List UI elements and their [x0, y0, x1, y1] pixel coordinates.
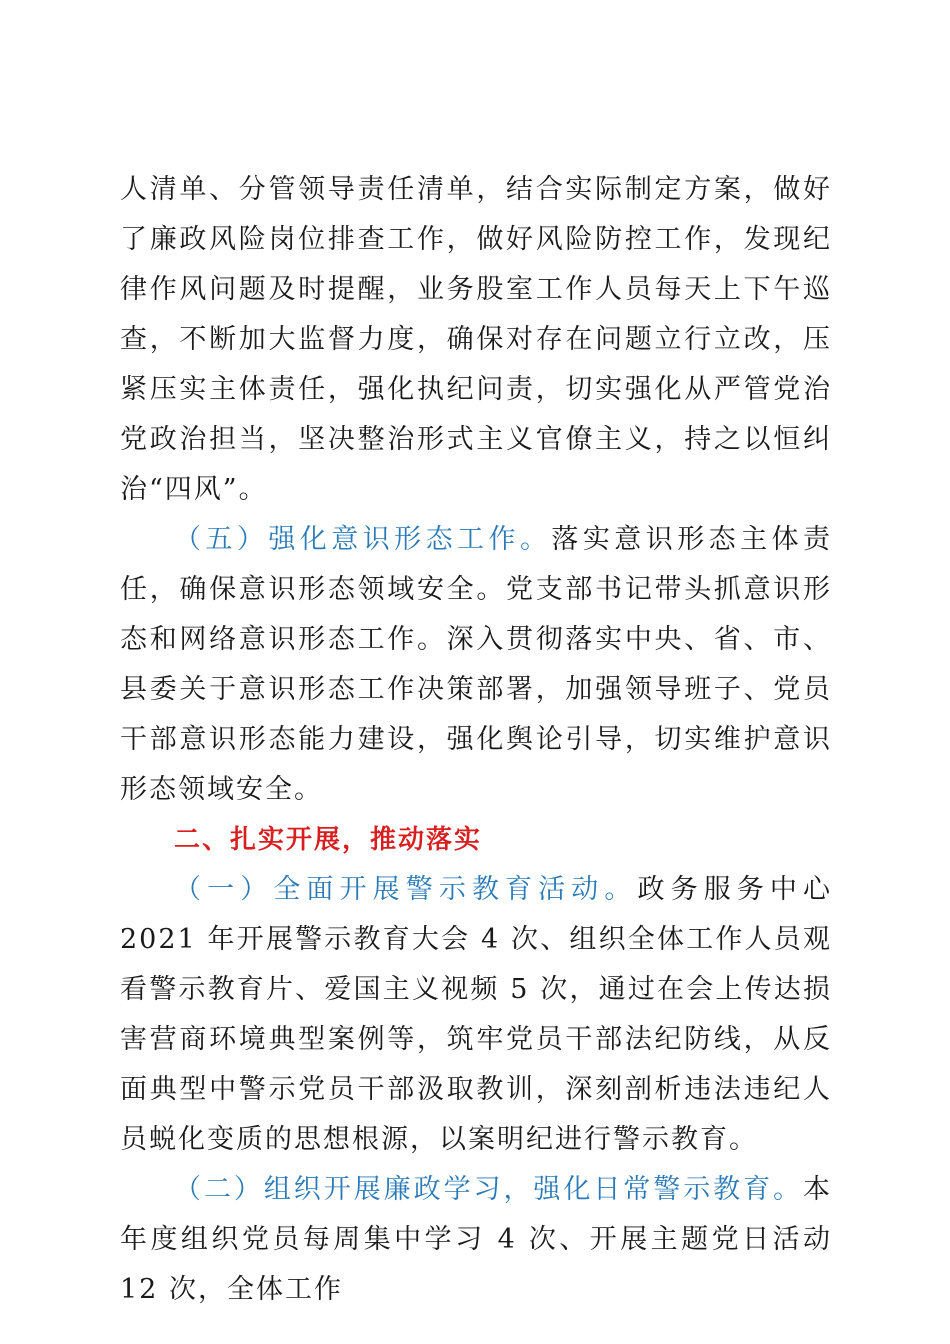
sub-heading-ideology: （五）强化意识形态工作。 [174, 524, 552, 555]
paragraph-text: 人清单、分管领导责任清单，结合实际制定方案，做好了廉政风险岗位排查工作，做好风险防控工作，发现纪律作风问题及时提醒，业务股室工作人员每天上下午巡查，不断加大监督力度，确保对存在问题立行立改，压紧压实主体责任，强化执纪问责，切实强化从严管党治党政治担当，坚决整治形式主义官僚主义，持之以恒纠治“四风”。 [120, 174, 832, 505]
paragraph-text: 落实意识形态主体责任，确保意识形态领域安全。党支部书记带头抓意识形态和网络意识形态工作。深入贯彻落实中央、省、市、县委关于意识形态工作决策部署，加强领导班子、党员干部意识形态能力建设，强化舆论引导，切实维护意识形态领域安全。 [120, 524, 833, 805]
sub-heading-integrity-study: （二）组织开展廉政学习，强化日常警示教育。 [174, 1174, 803, 1205]
paragraph-text: 政务服务中心 2021 年开展警示教育大会 4 次、组织全体工作人员观看警示教育片、爱国主义视频 5 次，通过在会上传达损害营商环境典型案例等，筑牢党员干部法纪防线，从反面典型中警示党员干部汲取教训，深刻剖析违法违纪人员蜕化变质的思想根源，以案明纪进行警示教育。 [120, 874, 833, 1155]
section-heading-two: 二、扎实开展，推动落实 [174, 825, 483, 855]
paragraph-warning-education [120, 865, 832, 1165]
paragraph-ideology-work [120, 515, 832, 815]
paragraph-integrity-study [120, 1165, 832, 1315]
sub-heading-warning-education: （一）全面开展警示教育活动。 [174, 874, 638, 905]
paragraph-text: 本年度组织党员每周集中学习 4 次、开展主题党日活动 12 次，全体工作 [120, 1174, 832, 1305]
document-body [120, 165, 832, 1315]
paragraph-responsibility-list [120, 165, 832, 515]
